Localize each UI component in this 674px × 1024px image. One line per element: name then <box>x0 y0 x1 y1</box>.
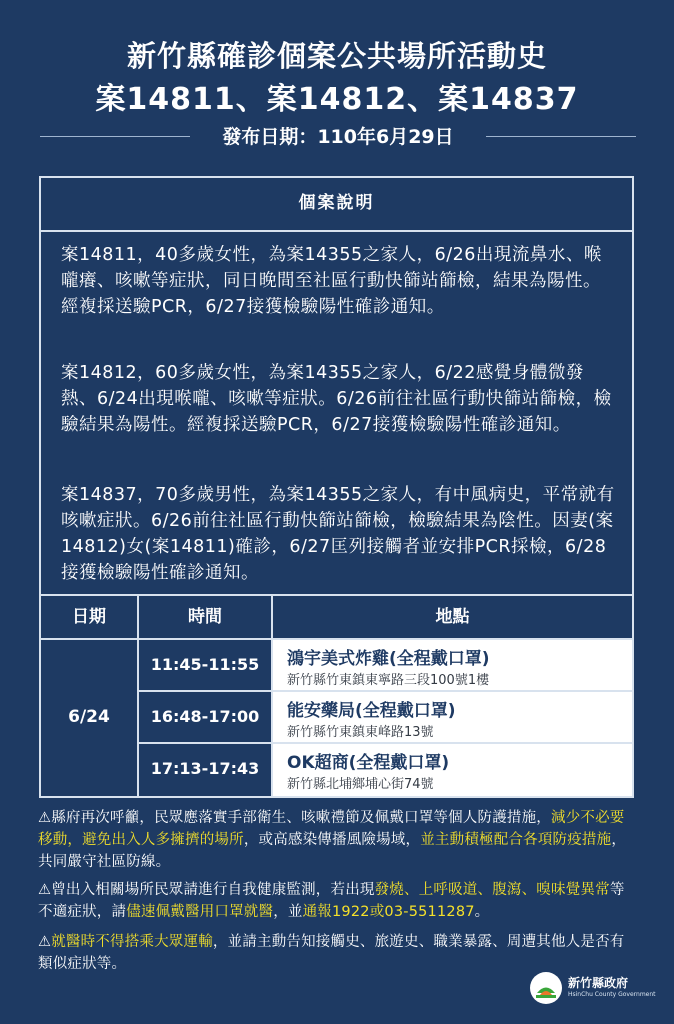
logo-name: 新竹縣政府 <box>568 976 629 990</box>
place-cell <box>271 690 634 744</box>
notice-prevention <box>38 807 638 873</box>
publish-date: 發布日期：110年6月29日 <box>222 126 454 148</box>
notice-highlight: 發燒、上呼吸道、腹瀉、嗅味覺異常 <box>374 882 610 898</box>
place-cell <box>271 742 634 798</box>
place-cell <box>271 638 634 692</box>
page-title: 新竹縣確診個案公共場所活動史 <box>126 39 547 73</box>
date-cell: 6/24 <box>39 638 139 798</box>
case-paragraph-14811: 案14811，40多歲女性，為案14355之家人，6/26出現流鼻水、喉嚨癢、咳嗽等症狀，同日晚間至社區行動快篩站篩檢，結果為陽性。經複採送驗PCR，6/27接獲檢驗陽性確診通知。 <box>61 245 602 317</box>
logo-subtitle: HsinChu County Government <box>568 991 656 998</box>
place-address: 新竹縣竹東鎮東寧路三段100號1樓 <box>287 673 490 688</box>
notice-transport <box>38 931 638 975</box>
notice-text: ⚠曾出入相關場所民眾請進行自我健康監測，若出現 <box>38 882 375 898</box>
notice-highlight: 儘速佩戴醫用口罩就醫 <box>126 904 274 920</box>
place-address: 新竹縣北埔鄉埔心街74號 <box>287 777 434 792</box>
county-government-logo <box>530 972 656 1008</box>
notice-text: ，共同嚴守社區防線。 <box>38 832 627 870</box>
activity-table <box>39 594 634 798</box>
notice-text: ⚠ <box>38 934 52 950</box>
notice-text: 等不適症狀，請 <box>38 882 625 920</box>
place-name: 能安藥局(全程戴口罩) <box>287 701 456 721</box>
time-cell: 11:45-11:55 <box>137 638 273 692</box>
notice-highlight: 通報1922或03-5511287 <box>302 904 475 920</box>
divider-right <box>486 136 636 137</box>
notice-text: ⚠縣府再次呼籲，民眾應落實手部衛生、咳嗽禮節及佩戴口罩等個人防護措施， <box>38 810 551 826</box>
place-name: OK超商(全程戴口罩) <box>287 753 450 773</box>
notice-health-monitoring <box>38 879 638 923</box>
notice-text: ，並請主動告知接觸史、旅遊史、職業暴露、周遭其他人是否有類似症狀等。 <box>38 934 625 972</box>
notice-highlight: 就醫時不得搭乘大眾運輸 <box>51 934 213 950</box>
notice-text: ，並 <box>273 904 303 920</box>
table-header-time: 時間 <box>137 594 273 640</box>
notice-highlight: 並主動積極配合各項防疫措施 <box>420 832 612 848</box>
table-header-date: 日期 <box>39 594 139 640</box>
time-cell: 16:48-17:00 <box>137 690 273 744</box>
place-address: 新竹縣竹東鎮東峰路13號 <box>287 725 434 740</box>
place-name: 鴻宇美式炸雞(全程戴口罩) <box>287 649 490 669</box>
case-paragraph-14812: 案14812，60多歲女性，為案14355之家人，6/22感覺身體微發熱、6/24出現喉嚨、咳嗽等症狀。6/26前往社區行動快篩站篩檢，檢驗結果為陽性。經複採送驗PCR，6/27接獲檢驗陽性確診通知。 <box>61 363 612 435</box>
case-description-heading: 個案說明 <box>41 178 632 232</box>
case-numbers-title: 案14811、案14812、案14837 <box>95 82 579 117</box>
publish-date-row <box>40 122 636 152</box>
notice-text: ，或高感染傳播風險場域， <box>243 832 421 848</box>
county-emblem-icon <box>530 972 562 1004</box>
case-paragraph-14837: 案14837，70多歲男性，為案14355之家人，有中風病史，平常就有咳嗽症狀。6/26前往社區行動快篩站篩檢，檢驗結果為陰性。因妻(案14812)女(案14811)確診，6/27匡列接觸者並安排PCR採檢，6/28接獲檢驗陽性確診通知。 <box>61 485 615 583</box>
notice-highlight: 減少不必要移動，避免出入人多擁擠的場所 <box>38 810 625 848</box>
time-cell: 17:13-17:43 <box>137 742 273 798</box>
case-description-box <box>39 176 634 596</box>
table-header-place: 地點 <box>271 594 634 640</box>
notice-text: 。 <box>474 904 490 920</box>
